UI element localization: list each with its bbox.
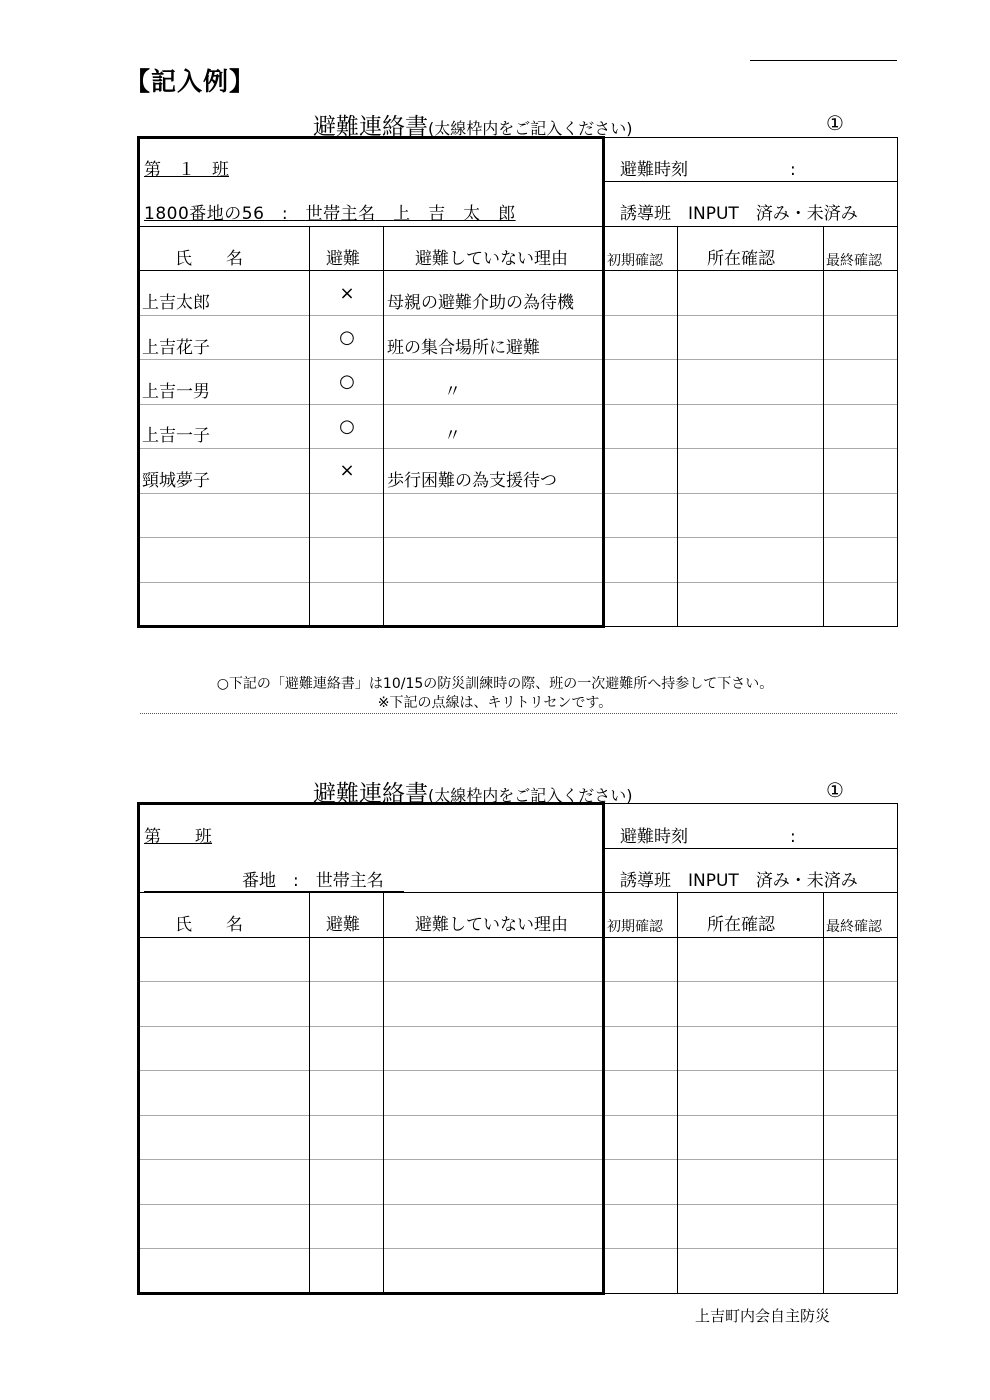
row-name: 上吉一子 [142, 426, 210, 446]
form-title: 避難連絡書(太線枠内をご記入ください) [313, 114, 633, 140]
page-heading: 【記入例】 [125, 67, 256, 96]
guidance-status: 誘導班 INPUT 済み・未済み [620, 204, 858, 224]
row-mark: ○ [339, 371, 355, 392]
row-name: 上吉太郎 [142, 293, 210, 313]
row-name: 上吉一男 [142, 382, 210, 402]
col-final: 最終確認 [826, 919, 882, 935]
col-initial: 初期確認 [607, 253, 663, 269]
address-field: 番地 : 世帯主名 [242, 871, 384, 891]
row-reason: 班の集合場所に避難 [387, 338, 540, 358]
col-reason: 避難していない理由 [415, 249, 568, 269]
col-location: 所在確認 [707, 915, 775, 935]
row-mark: ○ [339, 327, 355, 348]
guidance-status: 誘導班 INPUT 済み・未済み [620, 871, 858, 891]
row-reason: 歩行困難の為支援待つ [387, 471, 557, 491]
col-location: 所在確認 [707, 249, 775, 269]
group-field: 第 １ 班 [144, 160, 229, 180]
row-reason: 〃 [444, 426, 461, 446]
form-number: ① [826, 111, 844, 135]
address-field: 1800番地の56 : 世帯主名 上 吉 太 郎 [144, 204, 516, 224]
row-reason: 母親の避難介助の為待機 [387, 293, 574, 313]
cut-line-note: ※下記の点線は、キリトリセンです。 [377, 695, 613, 711]
row-mark: ○ [339, 416, 355, 437]
row-mark: × [339, 283, 355, 304]
form-number: ① [826, 778, 844, 802]
cut-line [140, 713, 897, 714]
col-evac: 避難 [326, 915, 360, 935]
row-reason: 〃 [444, 382, 461, 402]
col-final: 最終確認 [826, 253, 882, 269]
col-evac: 避難 [326, 249, 360, 269]
time-label: 避難時刻 [620, 827, 688, 847]
col-name: 氏 名 [175, 915, 243, 935]
col-initial: 初期確認 [607, 919, 663, 935]
col-name: 氏 名 [175, 249, 243, 269]
col-reason: 避難していない理由 [415, 915, 568, 935]
row-name: 頸城夢子 [142, 471, 210, 491]
instruction-note: ○下記の「避難連絡書」は10/15の防災訓練時の際、班の一次避難所へ持参して下さい。 [216, 676, 774, 692]
form-title: 避難連絡書(太線枠内をご記入ください) [313, 781, 633, 807]
top-rule [750, 60, 897, 61]
row-mark: × [339, 460, 355, 481]
footer-org: 上吉町内会自主防災 [695, 1307, 831, 1325]
group-field: 第 班 [144, 827, 212, 847]
time-label: 避難時刻 [620, 160, 688, 180]
row-name: 上吉花子 [142, 338, 210, 358]
